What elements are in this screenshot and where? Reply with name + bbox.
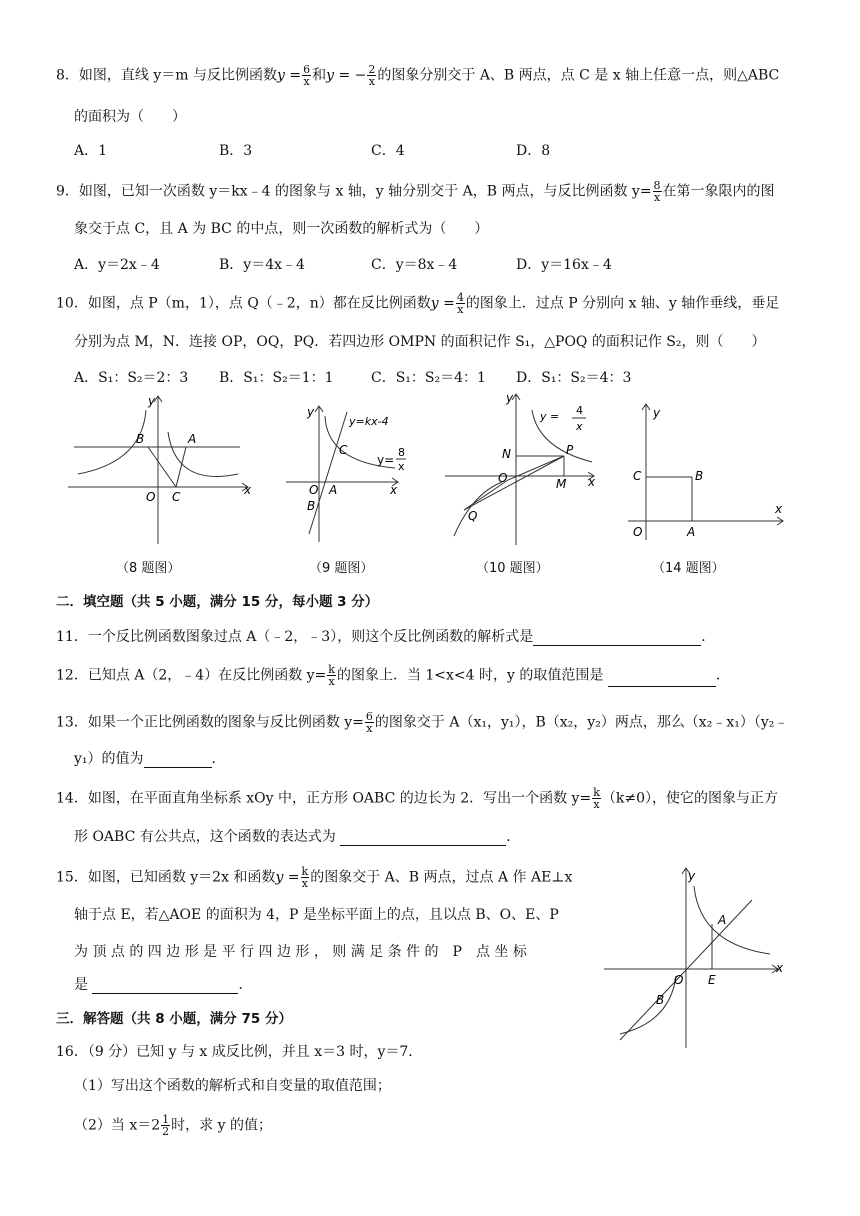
fig10-q-label: Q bbox=[468, 509, 478, 523]
q10-option-d[interactable]: D．S₁：S₂＝4：3 bbox=[516, 370, 632, 386]
fig10-hyp-num: 4 bbox=[576, 404, 583, 417]
fig14-o-label: O bbox=[633, 525, 643, 539]
fig14-a-label: A bbox=[687, 525, 696, 539]
fig10-m-label: M bbox=[556, 477, 567, 491]
fig9-hyp-prefix: y= bbox=[377, 453, 395, 467]
q9-line2: 象交于点 C，且 A 为 BC 的中点，则一次函数的解析式为（ ） bbox=[74, 221, 489, 237]
q15-line2: 轴于点 E，若△AOE 的面积为 4，P 是坐标平面上的点，且以点 B、O、E、P bbox=[74, 907, 559, 923]
q8-and: 和 bbox=[312, 67, 327, 84]
q15-line4 bbox=[74, 974, 252, 994]
q13-line2 bbox=[74, 748, 226, 768]
q10-option-b[interactable]: B．S₁：S₂＝1：1 bbox=[219, 370, 334, 386]
figure-8 bbox=[68, 392, 253, 547]
fig14-y-label: y bbox=[653, 406, 661, 420]
fig9-b-label: B bbox=[307, 499, 316, 513]
fig10-hyp-prefix: y = bbox=[540, 410, 560, 423]
q14-text: 14．如图，在平面直角坐标系 xOy 中，正方形 OABC 的边长为 2．写出一个函数 y= bbox=[56, 790, 592, 807]
q10-text-b: 的图象上．过点 P 分别向 x 轴、y 轴作垂线，垂足 bbox=[465, 295, 780, 312]
fig8-caption: （8 题图） bbox=[116, 561, 181, 576]
fig15-y-label: y bbox=[688, 869, 696, 883]
fig9-a-label: A bbox=[329, 483, 338, 497]
q14-line1 bbox=[56, 787, 778, 810]
q16-part2-text-b: 时，求 y 的值； bbox=[171, 1117, 272, 1134]
q8-expr1: y = bbox=[277, 67, 302, 84]
q15-expr: y = bbox=[275, 869, 300, 886]
q8-option-b[interactable]: B．3 bbox=[219, 143, 253, 159]
q15-text: 15．如图，已知函数 y＝2x 和函数 bbox=[56, 869, 276, 886]
fig10-y-label: y bbox=[506, 391, 514, 405]
q8-option-c[interactable]: C．4 bbox=[371, 143, 405, 159]
q8-text-b: 的图象分别交于 A、B 两点，点 C 是 x 轴上任意一点，则△ABC bbox=[377, 67, 780, 84]
q11-line bbox=[56, 626, 715, 646]
fig15-x-label: x bbox=[776, 961, 784, 975]
fig8-a-label: A bbox=[188, 432, 197, 446]
q12-end: ． bbox=[715, 667, 730, 684]
fig8-o-label: O bbox=[146, 490, 156, 504]
q9-option-d[interactable]: D．y＝16x﹣4 bbox=[516, 257, 612, 273]
q16-part1: （1）写出这个函数的解析式和自变量的取值范围； bbox=[74, 1078, 391, 1094]
q8-option-d[interactable]: D．8 bbox=[516, 143, 551, 159]
q12-line bbox=[56, 664, 730, 687]
fig14-c-label: C bbox=[633, 469, 642, 483]
q9-option-b[interactable]: B．y＝4x﹣4 bbox=[219, 257, 305, 273]
q9-fraction: $\frac{8}{x}$ bbox=[653, 179, 661, 204]
q8-expr2: y = − bbox=[326, 67, 367, 84]
q16-part2-text: （2）当 x＝2 bbox=[74, 1117, 161, 1134]
q10-line2: 分别为点 M，N．连接 OP，OQ，PQ．若四边形 OMPN 的面积记作 S₁，△POQ 的面积记作 S₂，则（ ） bbox=[74, 334, 766, 350]
q13-answer-blank[interactable] bbox=[144, 767, 212, 768]
fig10-x-label: x bbox=[588, 475, 596, 489]
q12-text-b: 的图象上．当 1<x<4 时，y 的取值范围是 bbox=[336, 667, 604, 684]
q14-line2 bbox=[74, 826, 520, 846]
fig10-caption: （10 题图） bbox=[476, 561, 549, 576]
q14-text-c: 形 OABC 有公共点，这个函数的表达式为 bbox=[74, 829, 336, 845]
fig8-b-label: B bbox=[136, 432, 145, 446]
q10-text: 10．如图，点 P（m，1），点 Q（﹣2，n）都在反比例函数 bbox=[56, 295, 431, 312]
fig9-o-label: O bbox=[309, 483, 319, 497]
fig14-b-label: B bbox=[695, 469, 704, 483]
fig15-o-label: O bbox=[674, 973, 684, 987]
q10-option-a[interactable]: A．S₁：S₂＝2：3 bbox=[74, 370, 189, 386]
fig9-caption: （9 题图） bbox=[309, 561, 374, 576]
q8-fraction2: $\frac{2}{x}$ bbox=[368, 63, 376, 88]
q14-end: ． bbox=[506, 829, 521, 845]
q14-fraction: $\frac{k}{x}$ bbox=[593, 786, 600, 811]
fig10-o-label: O bbox=[498, 471, 508, 485]
q13-text-b: 的图象交于 A（x₁，y₁），B（x₂，y₂）两点，那么（x₂﹣x₁）（y₂﹣ bbox=[374, 714, 789, 731]
q13-line1 bbox=[56, 711, 788, 734]
q15-fraction: $\frac{k}{x}$ bbox=[301, 865, 309, 890]
q10-option-c[interactable]: C．S₁：S₂＝4：1 bbox=[371, 370, 486, 386]
q16-line1: 16．（9 分）已知 y 与 x 成反比例，并且 x＝3 时，y＝7． bbox=[56, 1044, 423, 1060]
q8-fraction1: $\frac{6}{x}$ bbox=[303, 63, 311, 88]
figure-15 bbox=[600, 862, 790, 1052]
fig14-caption: （14 题图） bbox=[652, 561, 725, 576]
q12-text: 12．已知点 A（2，﹣4）在反比例函数 y= bbox=[56, 667, 327, 684]
q15-answer-blank[interactable] bbox=[92, 993, 238, 994]
figure-9 bbox=[283, 402, 413, 547]
fig9-line-label: y=kx-4 bbox=[349, 415, 389, 428]
q14-text-b: （k≠0），使它的图象与正方 bbox=[601, 790, 778, 807]
fig9-x-label: x bbox=[390, 483, 398, 497]
fig8-c-label: C bbox=[172, 490, 181, 504]
q10-line1 bbox=[56, 292, 779, 315]
fig15-e-label: E bbox=[708, 973, 716, 987]
q15-line1 bbox=[56, 866, 572, 889]
q8-line1 bbox=[56, 64, 779, 87]
q9-text-b: 在第一象限内的图 bbox=[662, 183, 775, 200]
section-solve: 三．解答题（共 8 小题，满分 75 分） bbox=[56, 1011, 292, 1027]
fig9-y-label: y bbox=[307, 405, 315, 419]
fig10-n-label: N bbox=[502, 447, 511, 461]
q11-text: 11．一个反比例函数图象过点 A（﹣2，﹣3），则这个反比例函数的解析式是 bbox=[56, 629, 534, 645]
fig10-hyp-den: x bbox=[576, 420, 583, 433]
q10-fraction: $\frac{4}{x}$ bbox=[456, 291, 464, 316]
q13-text: 13．如果一个正比例函数的图象与反比例函数 y= bbox=[56, 714, 364, 731]
q13-text-c: y₁）的值为 bbox=[74, 751, 144, 767]
q8-text: 8．如图，直线 y＝m 与反比例函数 bbox=[56, 67, 277, 84]
q8-option-a[interactable]: A．1 bbox=[74, 143, 108, 159]
q9-line1 bbox=[56, 180, 775, 203]
fig14-x-label: x bbox=[775, 502, 783, 516]
fig9-c-label: C bbox=[339, 443, 348, 457]
q13-fraction: $\frac{6}{x}$ bbox=[365, 710, 373, 735]
fig9-hyp-den: x bbox=[398, 460, 405, 473]
q15-text-d: 是 bbox=[74, 977, 88, 993]
q8-line2: 的面积为（ ） bbox=[74, 109, 186, 125]
q15-text-b: 的图象交于 A、B 两点，过点 A 作 AE⊥x bbox=[310, 869, 573, 886]
q9-option-c[interactable]: C．y＝8x﹣4 bbox=[371, 257, 458, 273]
fig10-p-label: P bbox=[566, 443, 574, 457]
fig8-x-label: x bbox=[244, 483, 252, 497]
fig15-b-label: B bbox=[656, 993, 665, 1007]
q9-text: 9．如图，已知一次函数 y＝kx﹣4 的图象与 x 轴，y 轴分别交于 A，B 两点，与反比例函数 y= bbox=[56, 183, 652, 200]
q16-fraction: $\frac{1}{2}$ bbox=[162, 1113, 170, 1138]
fig15-a-label: A bbox=[718, 913, 727, 927]
section-fill-in: 二．填空题（共 5 小题，满分 15 分，每小题 3 分） bbox=[56, 594, 379, 610]
fig9-hyp-num: 8 bbox=[398, 446, 405, 459]
q15-line3: 为 顶 点 的 四 边 形 是 平 行 四 边 形 ， 则 满 足 条 件 的 P 点 坐 标 bbox=[74, 944, 527, 960]
q11-answer-blank[interactable] bbox=[533, 645, 701, 646]
q11-end: ． bbox=[701, 629, 716, 645]
q9-option-a[interactable]: A．y＝2x﹣4 bbox=[74, 257, 160, 273]
q12-answer-blank[interactable] bbox=[608, 686, 716, 687]
q16-part2 bbox=[74, 1114, 272, 1137]
q12-fraction: $\frac{k}{x}$ bbox=[328, 663, 335, 688]
q15-end: ． bbox=[238, 977, 253, 993]
q10-expr: y = bbox=[430, 295, 455, 312]
figure-10 bbox=[442, 390, 602, 550]
q13-end: ． bbox=[211, 751, 226, 767]
q14-answer-blank[interactable] bbox=[340, 845, 506, 846]
fig8-y-label: y bbox=[148, 394, 156, 408]
figure-14 bbox=[625, 400, 790, 545]
